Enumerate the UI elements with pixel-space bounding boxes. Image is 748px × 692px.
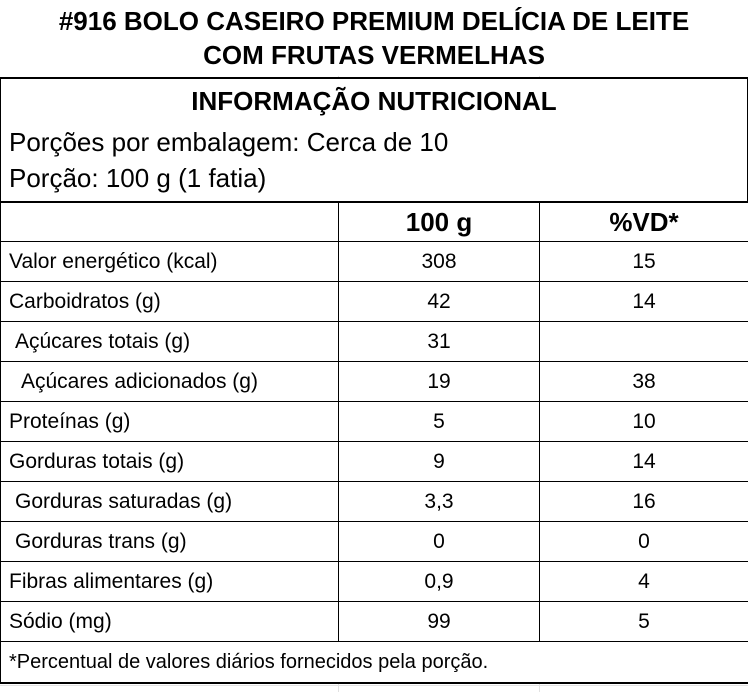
nutrient-dv: 38 <box>540 362 748 402</box>
nutrient-label: Proteínas (g) <box>1 402 339 442</box>
portion-size: Porção: 100 g (1 fatia) <box>9 163 267 193</box>
nutrient-amount: 0,9 <box>339 562 540 602</box>
nutrient-dv: 15 <box>540 242 748 282</box>
product-title <box>0 0 748 76</box>
table-row <box>1 242 748 282</box>
nutrient-label: Açúcares totais (g) <box>1 322 339 362</box>
nutrient-amount: 308 <box>339 242 540 282</box>
section-title: INFORMAÇÃO NUTRICIONAL <box>0 77 748 125</box>
table-row <box>1 402 748 442</box>
nutrient-amount: 31 <box>339 322 540 362</box>
nutrient-amount: 42 <box>339 282 540 322</box>
portions-per-package: Porções por embalagem: Cerca de 10 <box>9 127 449 157</box>
footnote-row <box>1 642 748 684</box>
table-row <box>1 362 748 402</box>
header-amount: 100 g <box>339 202 540 242</box>
nutrient-amount: 0 <box>339 522 540 562</box>
table-row <box>1 282 748 322</box>
footnote: *Percentual de valores diários fornecidos pela porção. <box>1 642 748 684</box>
nutrient-dv: 10 <box>540 402 748 442</box>
table-row <box>1 442 748 482</box>
nutrient-dv: 4 <box>540 562 748 602</box>
grid-line <box>0 685 748 686</box>
nutrient-amount: 5 <box>339 402 540 442</box>
nutrient-label: Gorduras trans (g) <box>1 522 339 562</box>
nutrient-label: Gorduras saturadas (g) <box>1 482 339 522</box>
nutrient-amount: 9 <box>339 442 540 482</box>
product-title-line2: COM FRUTAS VERMELHAS <box>203 40 545 70</box>
product-title-line1: #916 BOLO CASEIRO PREMIUM DELÍCIA DE LEITE <box>58 6 690 36</box>
nutrient-dv: 16 <box>540 482 748 522</box>
nutrient-amount: 19 <box>339 362 540 402</box>
nutrient-dv: 0 <box>540 522 748 562</box>
table-header-row <box>1 202 748 242</box>
nutrient-amount: 99 <box>339 602 540 642</box>
table-row <box>1 322 748 362</box>
nutrient-label: Valor energético (kcal) <box>1 242 339 282</box>
nutrient-label: Fibras alimentares (g) <box>1 562 339 602</box>
nutrient-label: Gorduras totais (g) <box>1 442 339 482</box>
portion-info <box>0 123 748 203</box>
nutrient-dv <box>540 322 748 362</box>
nutrient-dv: 14 <box>540 442 748 482</box>
header-dv: %VD* <box>540 202 748 242</box>
nutrient-dv: 14 <box>540 282 748 322</box>
nutrition-table <box>0 201 748 684</box>
nutrient-label: Sódio (mg) <box>1 602 339 642</box>
table-row <box>1 562 748 602</box>
table-row <box>1 482 748 522</box>
nutrient-dv: 5 <box>540 602 748 642</box>
header-blank <box>1 202 339 242</box>
nutrient-label: Açúcares adicionados (g) <box>1 362 339 402</box>
table-row <box>1 522 748 562</box>
table-row <box>1 602 748 642</box>
nutrient-label: Carboidratos (g) <box>1 282 339 322</box>
nutrient-amount: 3,3 <box>339 482 540 522</box>
